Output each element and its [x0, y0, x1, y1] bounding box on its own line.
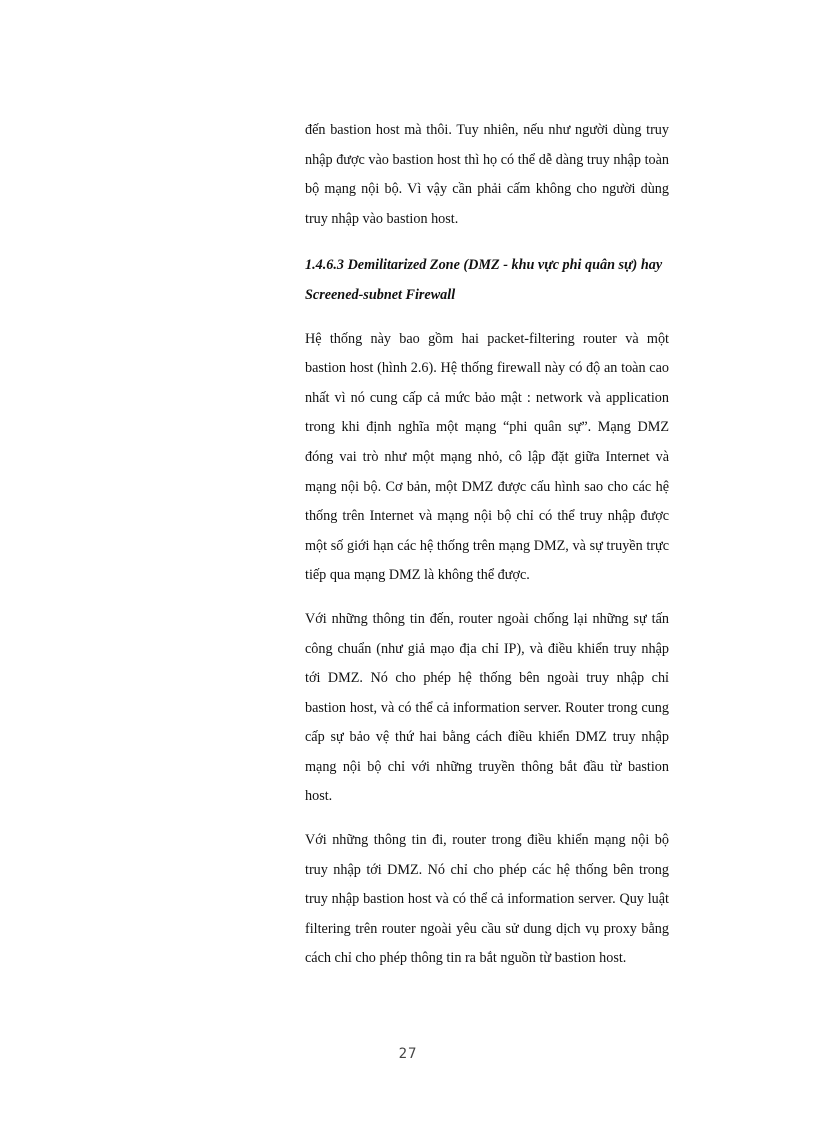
paragraph-dmz-overview: Hệ thống này bao gồm hai packet-filtering router và một bastion host (hình 2.6). Hệ thống firewall này có độ an toàn cao nhất vì nó cung cấp cả mức bảo mật : network và application trong khi định nghĩa một mạng “phi quân sự”. Mạng DMZ đóng vai trò như một mạng nhỏ, cô lập đặt giữa Internet và mạng nội bộ. Cơ bản, một DMZ được cấu hình sao cho các hệ thống trên Internet và mạng nội bộ chỉ có thể truy nhập được một số giới hạn các hệ thống trên mạng DMZ, và sự truyền trực tiếp qua mạng DMZ là không thể được. [305, 330, 669, 584]
paragraph-outgoing-traffic: Với những thông tin đi, router trong điều khiển mạng nội bộ truy nhập tới DMZ. Nó chỉ cho phép các hệ thống bên trong truy nhập bastion host và có thể cả information server. Quy luật filtering trên router ngoài yêu cầu sử dung dịch vụ proxy bằng cách chỉ cho phép thông tin ra bắt nguồn từ bastion host. [305, 832, 669, 967]
paragraph-incoming-traffic: Với những thông tin đến, router ngoài chống lại những sự tấn công chuẩn (như giả mạo địa chỉ IP), và điều khiển truy nhập tới DMZ. Nó cho phép hệ thống bên ngoài truy nhập chỉ bastion host, và có thể cả information server. Router trong cung cấp sự bảo vệ thứ hai bằng cách điều khiển DMZ truy nhập mạng nội bộ chỉ với những truyền thông bắt đầu từ bastion host. [305, 610, 669, 805]
section-heading-dmz: 1.4.6.3 Demilitarized Zone (DMZ - khu vực phi quân sự) hay Screened-subnet Firewall [305, 257, 663, 303]
paragraph-bastion-host-intro: đến bastion host mà thôi. Tuy nhiên, nếu như người dùng truy nhập được vào bastion host thì họ có thể dễ dàng truy nhập toàn bộ mạng nội bộ. Vì vậy cần phải cấm không cho người dùng truy nhập vào bastion host. [305, 122, 669, 227]
page-body [305, 116, 669, 974]
page-number: 27 [398, 1046, 418, 1062]
